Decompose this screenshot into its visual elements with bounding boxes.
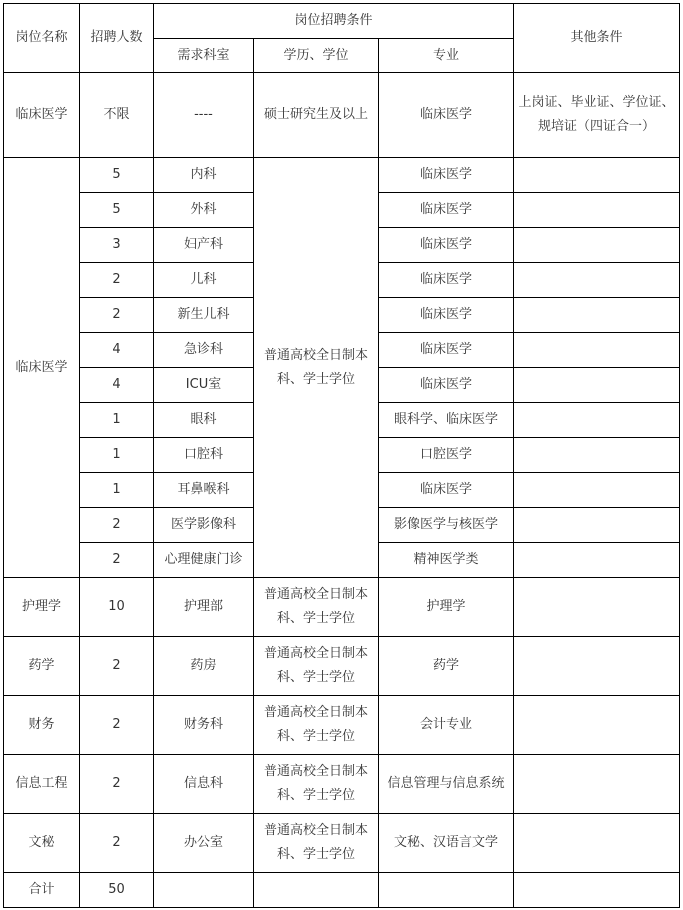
cell-other-empty — [514, 158, 680, 193]
cell-empty — [154, 873, 254, 908]
cell-department: 医学影像科 — [154, 508, 254, 543]
cell-education: 普通高校全日制本科、学士学位 — [254, 755, 379, 814]
cell-major: 临床医学 — [379, 158, 514, 193]
cell-major: 临床医学 — [379, 368, 514, 403]
cell-other-empty — [514, 193, 680, 228]
cell-education: 硕士研究生及以上 — [254, 73, 379, 158]
cell-position: 信息工程 — [4, 755, 80, 814]
cell-other-empty — [514, 298, 680, 333]
cell-department: ---- — [154, 73, 254, 158]
cell-major: 影像医学与核医学 — [379, 508, 514, 543]
cell-count: 2 — [80, 298, 154, 333]
cell-other-empty — [514, 755, 680, 814]
header-other: 其他条件 — [514, 4, 680, 73]
cell-count: 2 — [80, 814, 154, 873]
cell-major: 临床医学 — [379, 228, 514, 263]
cell-count: 2 — [80, 263, 154, 298]
cell-count: 1 — [80, 473, 154, 508]
cell-major: 临床医学 — [379, 263, 514, 298]
total-count: 50 — [80, 873, 154, 908]
table-row-total — [4, 873, 680, 908]
cell-major: 临床医学 — [379, 298, 514, 333]
cell-count: 2 — [80, 543, 154, 578]
cell-count: 5 — [80, 193, 154, 228]
cell-major: 临床医学 — [379, 193, 514, 228]
cell-count: 2 — [80, 637, 154, 696]
cell-department: 信息科 — [154, 755, 254, 814]
cell-position-clinical: 临床医学 — [4, 158, 80, 578]
header-position: 岗位名称 — [4, 4, 80, 73]
cell-major: 口腔医学 — [379, 438, 514, 473]
cell-count: 不限 — [80, 73, 154, 158]
header-education: 学历、学位 — [254, 39, 379, 73]
cell-position: 药学 — [4, 637, 80, 696]
cell-other: 上岗证、毕业证、学位证、规培证（四证合一） — [514, 73, 680, 158]
cell-other-empty — [514, 403, 680, 438]
header-conditions: 岗位招聘条件 — [154, 4, 514, 39]
cell-department: 心理健康门诊 — [154, 543, 254, 578]
cell-count: 1 — [80, 438, 154, 473]
cell-major: 文秘、汉语言文学 — [379, 814, 514, 873]
cell-position: 财务 — [4, 696, 80, 755]
cell-other-empty — [514, 543, 680, 578]
table-row — [4, 578, 680, 637]
cell-other-empty — [514, 637, 680, 696]
cell-count: 2 — [80, 508, 154, 543]
table-row — [4, 755, 680, 814]
table-row — [4, 696, 680, 755]
cell-other-empty — [514, 578, 680, 637]
cell-major: 会计专业 — [379, 696, 514, 755]
cell-education: 普通高校全日制本科、学士学位 — [254, 814, 379, 873]
cell-position: 临床医学 — [4, 73, 80, 158]
cell-other-empty — [514, 473, 680, 508]
cell-count: 4 — [80, 333, 154, 368]
table-row — [4, 814, 680, 873]
table-row — [4, 158, 680, 193]
cell-education: 普通高校全日制本科、学士学位 — [254, 637, 379, 696]
table-row — [4, 637, 680, 696]
cell-education: 普通高校全日制本科、学士学位 — [254, 578, 379, 637]
cell-empty — [379, 873, 514, 908]
cell-department: 内科 — [154, 158, 254, 193]
cell-count: 2 — [80, 755, 154, 814]
cell-other-empty — [514, 438, 680, 473]
cell-empty — [514, 873, 680, 908]
cell-major: 临床医学 — [379, 73, 514, 158]
header-count: 招聘人数 — [80, 4, 154, 73]
cell-other-empty — [514, 333, 680, 368]
cell-department: 口腔科 — [154, 438, 254, 473]
cell-major: 眼科学、临床医学 — [379, 403, 514, 438]
cell-other-empty — [514, 696, 680, 755]
cell-count: 2 — [80, 696, 154, 755]
cell-count: 4 — [80, 368, 154, 403]
cell-count: 5 — [80, 158, 154, 193]
cell-department: 耳鼻喉科 — [154, 473, 254, 508]
cell-department: 急诊科 — [154, 333, 254, 368]
cell-major: 信息管理与信息系统 — [379, 755, 514, 814]
cell-department: 办公室 — [154, 814, 254, 873]
cell-empty — [254, 873, 379, 908]
cell-count: 1 — [80, 403, 154, 438]
cell-department: 财务科 — [154, 696, 254, 755]
cell-department: 眼科 — [154, 403, 254, 438]
cell-count: 10 — [80, 578, 154, 637]
cell-major: 护理学 — [379, 578, 514, 637]
cell-position: 文秘 — [4, 814, 80, 873]
cell-department: 外科 — [154, 193, 254, 228]
cell-other-empty — [514, 508, 680, 543]
cell-education-clinical: 普通高校全日制本科、学士学位 — [254, 158, 379, 578]
cell-count: 3 — [80, 228, 154, 263]
recruitment-table — [3, 3, 680, 908]
cell-major: 精神医学类 — [379, 543, 514, 578]
total-label: 合计 — [4, 873, 80, 908]
header-row-1 — [4, 4, 680, 39]
cell-department: ICU室 — [154, 368, 254, 403]
header-major: 专业 — [379, 39, 514, 73]
cell-major: 临床医学 — [379, 473, 514, 508]
cell-department: 药房 — [154, 637, 254, 696]
cell-major: 药学 — [379, 637, 514, 696]
cell-major: 临床医学 — [379, 333, 514, 368]
cell-education: 普通高校全日制本科、学士学位 — [254, 696, 379, 755]
table-row-first — [4, 73, 680, 158]
header-department: 需求科室 — [154, 39, 254, 73]
cell-department: 护理部 — [154, 578, 254, 637]
cell-other-empty — [514, 368, 680, 403]
cell-other-empty — [514, 263, 680, 298]
cell-position: 护理学 — [4, 578, 80, 637]
cell-other-empty — [514, 814, 680, 873]
cell-department: 儿科 — [154, 263, 254, 298]
cell-department: 新生儿科 — [154, 298, 254, 333]
cell-department: 妇产科 — [154, 228, 254, 263]
cell-other-empty — [514, 228, 680, 263]
